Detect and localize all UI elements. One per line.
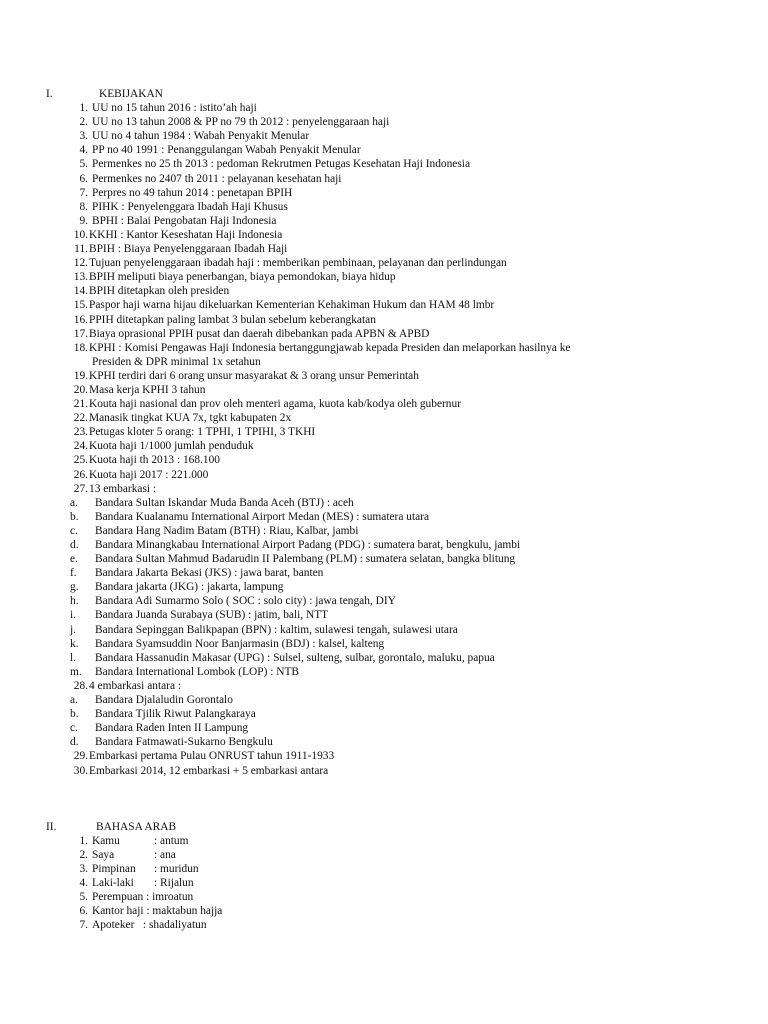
item-text: Bandara jakarta (JKG) : jakarta, lampung	[95, 581, 284, 594]
list-item	[0, 637, 768, 651]
list-item	[0, 665, 768, 679]
item-text: Kuota haji th 2013 : 168.100	[89, 454, 220, 467]
item-text: Bandara Minangkabau International Airport Padang (PDG) : sumatera barat, bengkulu, jambi	[95, 539, 521, 551]
item-text: BPIH meliputi biaya penerbangan, biaya pemondokan, biaya hidup	[89, 271, 396, 284]
item-letter: i.	[70, 609, 77, 622]
vocab-entry	[92, 918, 207, 932]
vocab-translation: : imroatun	[143, 891, 194, 904]
item-number: 30.	[73, 764, 88, 777]
item-number: 14.	[73, 285, 88, 298]
kebijakan-list	[0, 101, 768, 496]
item-number: 13.	[73, 271, 88, 284]
vocab-item	[0, 834, 768, 848]
item-letter: a.	[70, 694, 78, 707]
item-number: 6.	[79, 905, 88, 918]
vocab-item	[0, 862, 768, 876]
list-item	[0, 242, 768, 256]
item-text: UU no 4 tahun 1984 : Wabah Penyakit Menular	[92, 130, 310, 143]
item-text: Bandara Tjilik Riwut Palangkaraya	[95, 708, 256, 721]
item-text: Bandara Syamsuddin Noor Banjarmasin (BDJ) : kalsel, kalteng	[95, 637, 385, 650]
section-heading-bahasa-arab	[0, 820, 768, 834]
list-item	[0, 496, 768, 510]
item-text: Bandara Hassanudin Makasar (UPG) : Sulsel, sulteng, sulbar, gorontalo, maluku, papua	[95, 651, 495, 664]
list-item	[0, 439, 768, 453]
list-item	[0, 580, 768, 594]
document-page	[0, 87, 768, 932]
item-number: 15.	[73, 299, 88, 312]
item-letter: c.	[70, 524, 78, 537]
item-text: BPIH ditetapkan oleh presiden	[89, 285, 230, 298]
item-number: 20.	[73, 383, 88, 396]
vocab-term: Kamu	[92, 834, 120, 847]
item-text-continued: Presiden & DPR minimal 1x setahun	[92, 355, 261, 368]
item-number: 17.	[73, 327, 88, 340]
item-text: Bandara International Lombok (LOP) : NTB	[95, 665, 300, 678]
vocab-entry	[92, 862, 199, 876]
item-number: 29.	[73, 750, 88, 763]
item-text: Bandara Hang Nadim Batam (BTH) : Riau, Kalbar, jambi	[95, 524, 359, 537]
vocab-term: Saya	[92, 848, 115, 861]
vocab-entry	[92, 876, 194, 890]
item-letter: d.	[70, 736, 79, 749]
item-number: 24.	[73, 440, 88, 453]
item-number: 27.	[73, 482, 88, 495]
item-text: Manasik tingkat KUA 7x, tgkt kabupaten 2x	[89, 412, 292, 425]
item-number: 19.	[73, 369, 88, 382]
item-text: Permenkes no 25 th 2013 : pedoman Rekrutmen Petugas Kesehatan Haji Indonesia	[92, 158, 471, 171]
list-item	[0, 651, 768, 665]
list-item	[0, 214, 768, 228]
section-gap	[0, 778, 768, 820]
vocab-term: Pimpinan	[92, 862, 136, 875]
vocab-term: Perempuan	[92, 891, 144, 904]
item-number: 22.	[73, 412, 88, 425]
item-text: Bandara Raden Inten II Lampung	[95, 722, 249, 735]
embarkasi-list	[0, 496, 768, 679]
item-text: Bandara Juanda Surabaya (SUB) : jatim, bali, NTT	[95, 609, 329, 622]
item-number: 7.	[79, 186, 88, 199]
item-text: Biaya oprasional PPIH pusat dan daerah dibebankan pada APBN & APBD	[89, 327, 430, 340]
item-text: Masa kerja KPHI 3 tahun	[89, 383, 206, 396]
list-item	[0, 749, 768, 763]
vocab-translation: : maktabun hajja	[143, 905, 223, 918]
list-item	[0, 341, 768, 355]
item-text: Bandara Sultan Iskandar Muda Banda Aceh (BTJ) : aceh	[95, 496, 354, 509]
list-item	[0, 482, 768, 496]
item-text: Kuota haji 2017 : 221.000	[89, 468, 209, 481]
item-number: 21.	[73, 398, 88, 411]
list-item	[0, 115, 768, 129]
vocab-term: Apoteker	[92, 919, 135, 932]
list-item	[0, 256, 768, 270]
list-item	[0, 327, 768, 341]
list-item	[0, 721, 768, 735]
vocab-item	[0, 848, 768, 862]
item-letter: l.	[70, 651, 77, 664]
vocab-term: Laki-laki	[92, 876, 134, 889]
item-letter: e.	[70, 553, 78, 566]
item-letter: c.	[70, 722, 78, 735]
list-item	[0, 186, 768, 200]
item-number: 12.	[73, 257, 88, 270]
item-number: 1.	[79, 102, 88, 115]
item-letter: j.	[70, 623, 77, 636]
item-number: 16.	[73, 313, 88, 326]
item-letter: m.	[70, 665, 82, 678]
item-letter: k.	[70, 637, 79, 650]
item-letter: a.	[70, 496, 78, 509]
item-number: 28.	[73, 679, 88, 692]
list-item	[0, 623, 768, 637]
item-text: UU no 13 tahun 2008 & PP no 79 th 2012 : penyelenggaraan haji	[92, 116, 390, 129]
item-text: Bandara Fatmawati-Sukarno Bengkulu	[95, 736, 273, 749]
item-text: Tujuan penyelenggaraan ibadah haji : memberikan pembinaan, pelayanan dan perlindungan	[89, 257, 507, 270]
item-text: Perpres no 49 tahun 2014 : penetapan BPIH	[92, 186, 293, 199]
list-item	[0, 510, 768, 524]
item-letter: f.	[70, 567, 77, 580]
item-number: 26.	[73, 468, 88, 481]
item-text: Bandara Sepinggan Balikpapan (BPN) : kaltim, sulawesi tengah, sulawesi utara	[95, 623, 458, 636]
list-item	[0, 270, 768, 284]
list-item	[0, 228, 768, 242]
section-heading-kebijakan	[0, 87, 768, 101]
item-text: Bandara Kualanamu International Airport Medan (MES) : sumatera utara	[95, 510, 430, 523]
embarkasi-antara-list	[0, 693, 768, 749]
item-text: Kouta haji nasional dan prov oleh menteri agama, kuota kab/kodya oleh gubernur	[89, 398, 461, 411]
item-number: 4.	[79, 144, 88, 157]
list-item	[0, 693, 768, 707]
vocab-item	[0, 890, 768, 904]
item-number: 10.	[73, 228, 88, 241]
item-text: Kuota haji 1/1000 jumlah penduduk	[89, 440, 254, 453]
item-letter: d.	[70, 539, 79, 551]
vocab-entry	[92, 904, 222, 918]
item-text: KKHI : Kantor Keseshatan Haji Indonesia	[89, 228, 283, 241]
item-number: 18.	[73, 341, 88, 354]
vocab-translation: : muridun	[154, 862, 199, 875]
item-text: Paspor haji warna hijau dikeluarkan Kementerian Kehakiman Hukum dan HAM 48 lmbr	[89, 299, 495, 312]
item-number: 7.	[79, 919, 88, 932]
item-number: 2.	[79, 848, 88, 861]
item-number: 3.	[79, 130, 88, 143]
list-item	[0, 369, 768, 383]
vocab-translation: : Rijalun	[154, 876, 194, 889]
list-item	[0, 397, 768, 411]
list-item	[0, 383, 768, 397]
vocab-item	[0, 918, 768, 932]
vocab-item	[0, 876, 768, 890]
vocab-translation: : ana	[154, 848, 176, 861]
item-number: 23.	[73, 426, 88, 439]
item-letter: b.	[70, 510, 79, 523]
item-text: KPHI : Komisi Pengawas Haji Indonesia bertanggungjawab kepada Presiden dan melaporkan hasilnya ke	[89, 341, 571, 354]
list-item	[0, 608, 768, 622]
item-number: 5.	[79, 158, 88, 171]
vocab-term: Kantor haji	[92, 905, 144, 918]
list-item	[0, 172, 768, 186]
vocab-entry	[92, 834, 188, 848]
item-text: Embarkasi 2014, 12 embarkasi + 5 embarkasi antara	[89, 764, 329, 777]
list-item	[0, 284, 768, 298]
section-title: KEBIJAKAN	[99, 88, 163, 100]
vocab-translation: : shadaliyatun	[134, 919, 207, 932]
list-item	[0, 679, 768, 693]
item-letter: g.	[70, 581, 79, 594]
vocab-item	[0, 904, 768, 918]
item-text: UU no 15 tahun 2016 : istito’ah haji	[92, 102, 257, 115]
list-item	[0, 200, 768, 214]
kebijakan-tail-list	[0, 749, 768, 777]
vocab-entry	[92, 848, 176, 862]
list-item	[0, 468, 768, 482]
item-number: 6.	[79, 172, 88, 185]
item-text: BPHI : Balai Pengobatan Haji Indonesia	[92, 214, 277, 227]
item-number: 4.	[79, 876, 88, 889]
list-item	[0, 453, 768, 467]
item-text: Embarkasi pertama Pulau ONRUST tahun 1911-1933	[89, 750, 335, 763]
list-item	[0, 129, 768, 143]
list-item	[0, 538, 768, 552]
item-text: Bandara Adi Sumarmo Solo ( SOC : solo city) : jawa tengah, DIY	[95, 595, 396, 608]
item-number: 2.	[79, 116, 88, 129]
item-text: BPIH : Biaya Penyelenggaraan Ibadah Haji	[89, 243, 288, 256]
item-number: 8.	[79, 200, 88, 213]
item-letter: h.	[70, 595, 79, 608]
list-item	[0, 298, 768, 312]
item-text: Bandara Djalaludin Gorontalo	[95, 694, 233, 707]
list-item	[0, 143, 768, 157]
item-number: 5.	[79, 891, 88, 904]
item-text: Bandara Jakarta Bekasi (JKS) : jawa barat, banten	[95, 567, 324, 580]
item-text: PP no 40 1991 : Penanggulangan Wabah Penyakit Menular	[92, 144, 361, 157]
list-item	[0, 101, 768, 115]
item-letter: b.	[70, 708, 79, 721]
item-number: 3.	[79, 862, 88, 875]
list-item	[0, 764, 768, 778]
list-item	[0, 425, 768, 439]
item-text: Permenkes no 2407 th 2011 : pelayanan kesehatan haji	[92, 172, 342, 185]
list-item	[0, 157, 768, 171]
list-item	[0, 552, 768, 566]
item-number: 11.	[74, 243, 88, 256]
list-item	[0, 411, 768, 425]
vocab-translation: : antum	[154, 834, 189, 847]
item-number: 9.	[79, 214, 88, 227]
item-text: Bandara Sultan Mahmud Badarudin II Palembang (PLM) : sumatera selatan, bangka blitung	[95, 553, 516, 566]
bahasa-arab-list	[0, 834, 768, 933]
section-numeral: II.	[46, 820, 57, 833]
section-title: BAHASA ARAB	[96, 820, 177, 833]
section-numeral: I.	[46, 88, 53, 100]
list-item	[0, 707, 768, 721]
item-text: Petugas kloter 5 orang: 1 TPHI, 1 TPIHI, 3 TKHI	[89, 426, 316, 439]
item-text: KPHI terdiri dari 6 orang unsur masyarakat & 3 orang unsur Pemerintah	[89, 369, 419, 382]
item-text: PPIH ditetapkan paling lambat 3 bulan sebelum keberangkatan	[89, 313, 376, 326]
vocab-entry	[92, 890, 193, 904]
list-item-continuation	[0, 355, 768, 369]
list-item	[0, 313, 768, 327]
item-number: 1.	[79, 834, 88, 847]
list-item	[0, 594, 768, 608]
list-item	[0, 735, 768, 749]
item-text: 13 embarkasi :	[89, 482, 157, 495]
item-text: PIHK : Penyelenggara Ibadah Haji Khusus	[92, 200, 288, 213]
list-item	[0, 524, 768, 538]
list-item	[0, 566, 768, 580]
item-text: 4 embarkasi antara :	[89, 679, 182, 692]
item-number: 25.	[73, 454, 88, 467]
